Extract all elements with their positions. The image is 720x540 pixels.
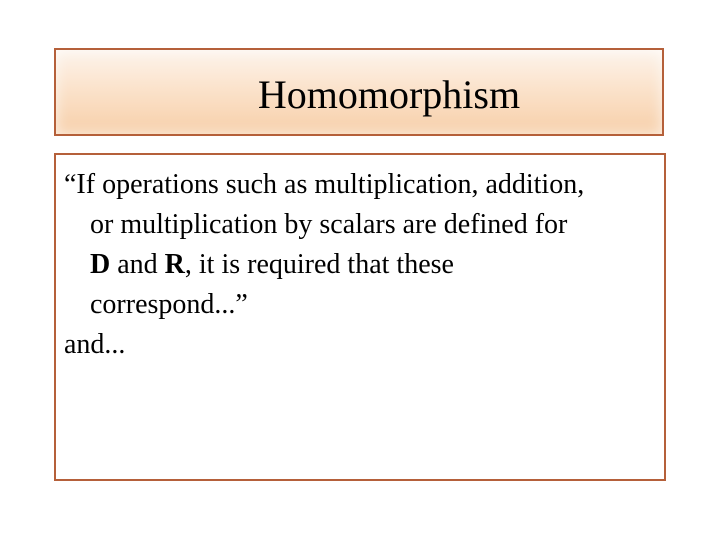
quote-line-3	[64, 245, 584, 285]
content-box	[54, 153, 666, 481]
quote-line-1: “If operations such as multiplication, addition,	[64, 169, 585, 200]
quote-paragraph	[64, 165, 584, 325]
and-paragraph	[64, 325, 125, 365]
text-and: and	[110, 249, 165, 280]
quote-line-2: or multiplication by scalars are defined for	[90, 209, 568, 240]
title-box	[54, 48, 664, 136]
slide-title: Homomorphism	[257, 72, 521, 117]
quote-line-4: correspond...”	[90, 289, 248, 320]
and-line: and...	[64, 329, 126, 360]
bold-d: D	[90, 249, 111, 280]
bold-r: R	[164, 249, 185, 280]
text-rest: , it is required that these	[184, 249, 454, 280]
